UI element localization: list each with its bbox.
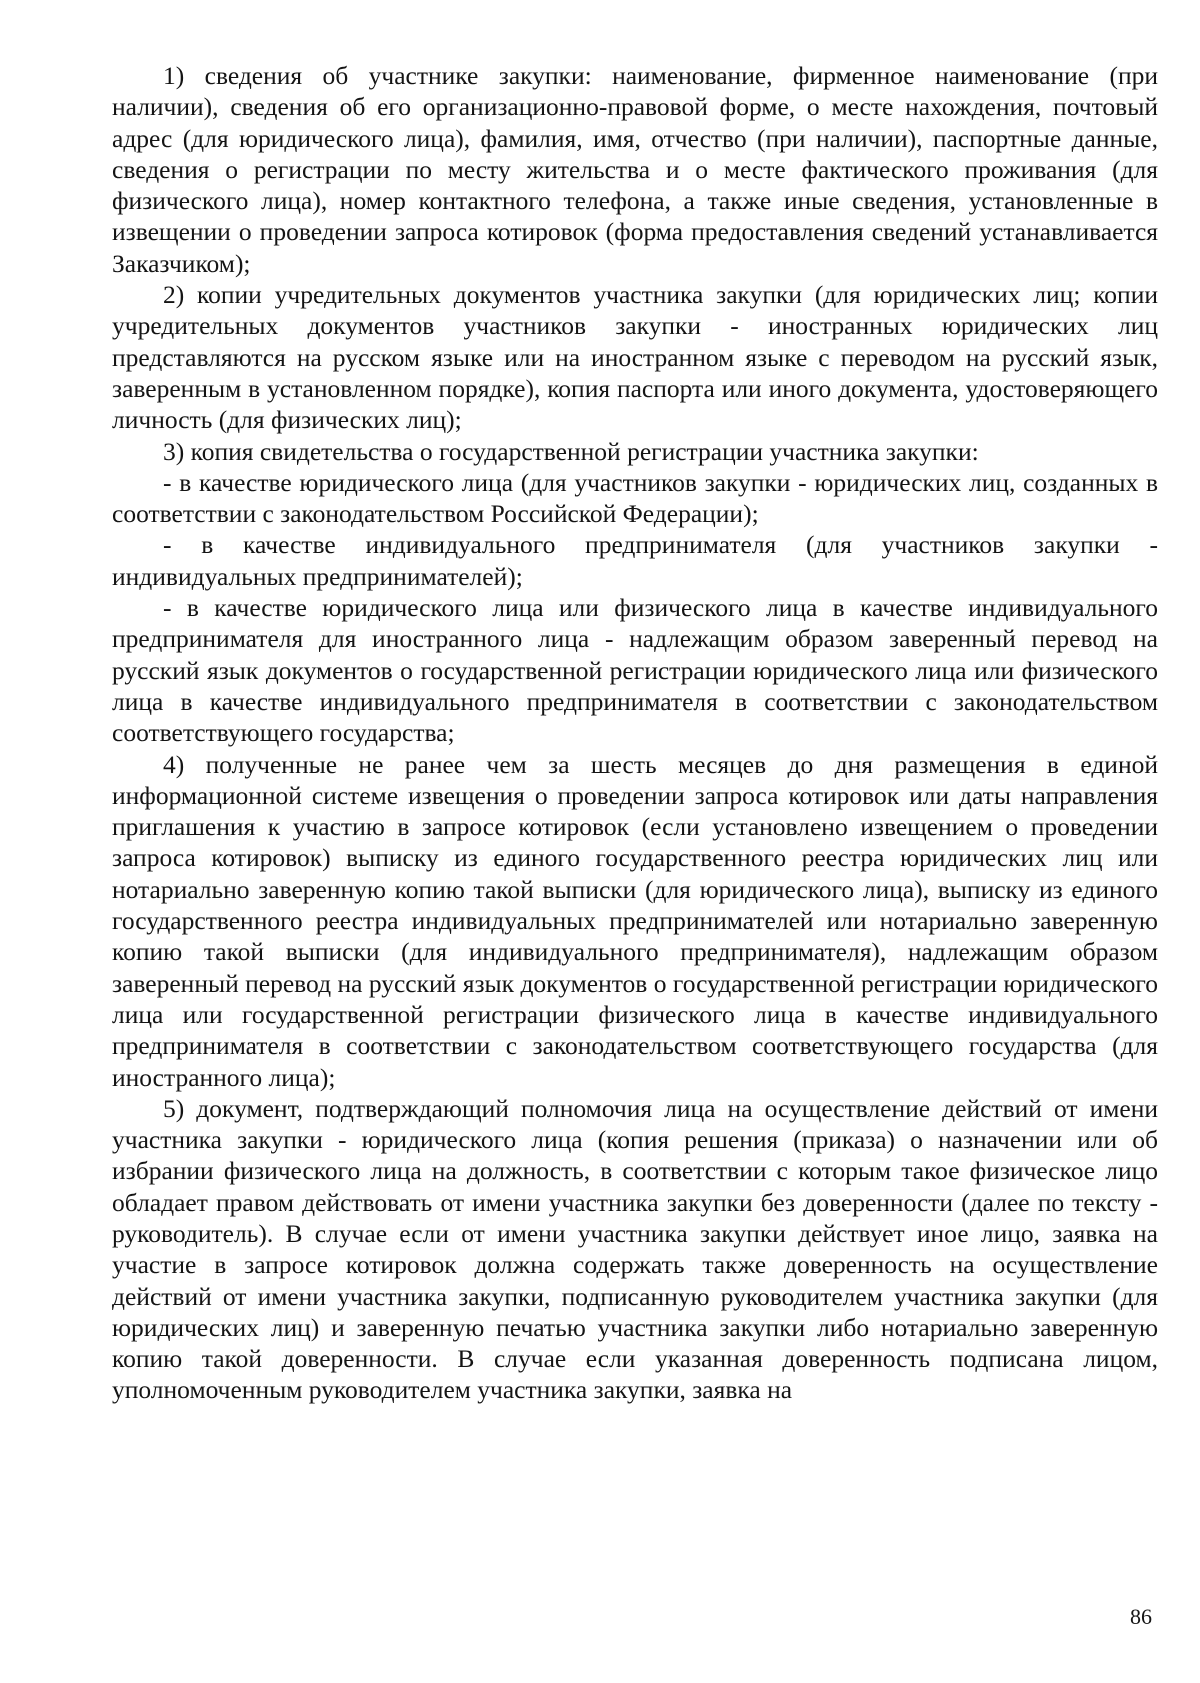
paragraph-item-3-2: - в качестве индивидуального предпринимателя (для участников закупки - индивидуальных предпринимателей); [112, 530, 1158, 591]
paragraph-item-1: 1) сведения об участнике закупки: наименование, фирменное наименование (при наличии), сведения об его организационно-правовой форме, о месте нахождения, почтовый адрес (для юридического лица), фамилия, имя, отчество (при наличии), паспортные данные, сведения о регистрации по месту жительства и о месте фактического проживания (для физического лица), номер контактного телефона, а также иные сведения, установленные в извещении о проведении запроса котировок (форма предоставления сведений устанавливается Заказчиком); [112, 61, 1158, 278]
paragraph-item-3: 3) копия свидетельства о государственной регистрации участника закупки: [163, 436, 979, 466]
paragraph-item-3-1: - в качестве юридического лица (для участников закупки - юридических лиц, созданных в соответствии с законодательством Российской Федерации); [112, 467, 1158, 529]
paragraph-item-3-3: - в качестве юридического лица или физического лица в качестве индивидуального предпринимателя для иностранного лица - надлежащим образом заверенный перевод на русский язык документов о государственной регистрации юридического лица или физического лица в качестве индивидуального предпринимателя в соответствии с законодательством соответствующего государства; [112, 593, 1158, 748]
paragraph-item-4: 4) полученные не ранее чем за шесть месяцев до дня размещения в единой информационной системе извещения о проведении запроса котировок или даты направления приглашения к участию в запросе котировок (если установлено извещением о проведении запроса котировок) выписку из единого государственного реестра юридических лиц или нотариально заверенную копию такой выписки (для юридического лица), выписку из единого государственного реестра индивидуальных предпринимателей или нотариально заверенную копию такой выписки (для индивидуального предпринимателя), надлежащим образом заверенный перевод на русский язык документов о государственной регистрации юридического лица или государственной регистрации физического лица в качестве индивидуального предпринимателя в соответствии с законодательством соответствующего государства (для иностранного лица); [112, 749, 1158, 1092]
paragraph-item-2: 2) копии учредительных документов участника закупки (для юридических лиц; копии учредительных документов участников закупки - иностранных юридических лиц представляются на русском языке или на иностранном языке с переводом на русский язык, заверенным в установленном порядке), копия паспорта или иного документа, удостоверяющего личность (для физических лиц); [112, 280, 1158, 435]
paragraph-item-5: 5) документ, подтверждающий полномочия лица на осуществление действий от имени участника закупки - юридического лица (копия решения (приказа) о назначении или об избрании физического лица на должность, в соответствии с которым такое физическое лицо обладает правом действовать от имени участника закупки без доверенности (далее по тексту - руководитель). В случае если от имени участника закупки действует иное лицо, заявка на участие в запросе котировок должна содержать также доверенность на осуществление действий от имени участника закупки, подписанную руководителем участника закупки (для юридических лиц) и заверенную печатью участника закупки либо нотариально заверенную копию такой доверенности. В случае если указанная доверенность подписана лицом, уполномоченным руководителем участника закупки, заявка на [112, 1093, 1158, 1405]
page-number: 86 [1130, 1604, 1152, 1629]
document-body [112, 60, 1158, 1406]
